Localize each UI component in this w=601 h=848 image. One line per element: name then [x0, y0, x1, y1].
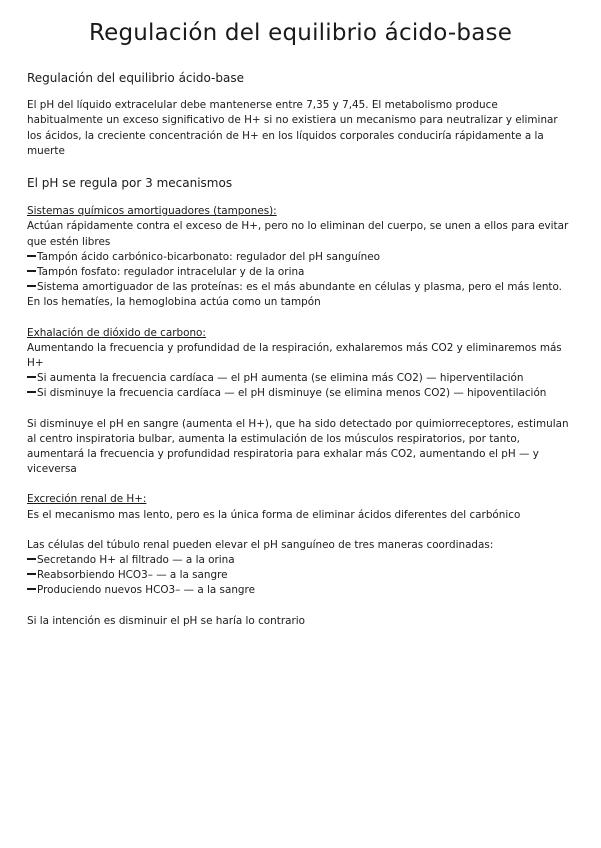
list-item	[27, 265, 575, 280]
list-item	[27, 280, 575, 295]
renal-section	[27, 492, 575, 628]
renal-item-1: Secretando H+ al filtrado — a la orina	[37, 554, 235, 567]
subtitle: Regulación del equilibrio ácido-base	[27, 71, 244, 85]
list-item	[27, 568, 575, 583]
buffers-item-3: Sistema amortiguador de las proteínas: es el más abundante en células y plasma, pero el más lento.	[37, 281, 562, 294]
dash-bullet-icon	[27, 270, 36, 272]
exhalation-text: Aumentando la frecuencia y profundidad de la respiración, exhalaremos más CO2 y eliminaremos más H+	[27, 341, 562, 370]
dash-bullet-icon	[27, 391, 36, 393]
renal-heading: Excreción renal de H+:	[27, 493, 147, 506]
renal-intro: Las células del túbulo renal pueden elevar el pH sanguíneo de tres maneras coordinadas:	[27, 538, 494, 551]
renal-closing: Si la intención es disminuir el pH se haría lo contrario	[27, 614, 305, 627]
exhalation-paragraph: Si disminuye el pH en sangre (aumenta el H+), que ha sido detectado por quimiorreceptores, estimulan al centro inspiratoria bulbar, aumenta la estimulación de los músculos respiratorios, por tanto, aumentará la frecuencia y profundidad respiratoria para exhalar más CO2, aumentando el pH — y viceversa	[27, 417, 569, 476]
dash-bullet-icon	[27, 558, 36, 560]
renal-item-2: Reabsorbiendo HCO3– — a la sangre	[37, 569, 228, 582]
dash-bullet-icon	[27, 376, 36, 378]
renal-item-3: Produciendo nuevos HCO3– — a la sangre	[37, 584, 255, 597]
buffers-item-1: Tampón ácido carbónico-bicarbonato: regulador del pH sanguíneo	[37, 250, 381, 263]
buffers-item-2: Tampón fosfato: regulador intracelular y de la orina	[37, 266, 305, 279]
document-title: Regulación del equilibrio ácido-base	[88, 20, 513, 46]
dash-bullet-icon	[27, 588, 36, 590]
buffers-section	[27, 204, 575, 310]
exhalation-item-1: Si aumenta la frecuencia cardíaca — el pH aumenta (se elimina más CO2) — hiperventilación	[37, 372, 524, 385]
dash-bullet-icon	[27, 573, 36, 575]
dash-bullet-icon	[27, 285, 36, 287]
mechanisms-heading: El pH se regula por 3 mecanismos	[27, 176, 233, 191]
list-item	[27, 553, 575, 568]
buffers-heading: Sistemas químicos amortiguadores (tampones):	[27, 205, 277, 218]
document-body	[27, 71, 575, 629]
exhalation-heading: Exhalación de dióxido de carbono:	[27, 326, 206, 339]
list-item	[27, 250, 575, 265]
list-item	[27, 386, 575, 401]
intro-paragraph: El pH del líquido extracelular debe mantenerse entre 7,35 y 7,45. El metabolismo produce habitualmente un exceso significativo de H+ si no existiera un mecanismo para neutralizar y eliminar los ácidos, la creciente concentración de H+ en los líquidos corporales conduciría rápidamente a la muerte	[27, 99, 558, 157]
exhalation-section	[27, 326, 575, 478]
dash-bullet-icon	[27, 255, 36, 257]
list-item	[27, 371, 575, 386]
list-item	[27, 583, 575, 598]
renal-text: Es el mecanismo mas lento, pero es la única forma de eliminar ácidos diferentes del carbónico	[27, 508, 521, 521]
exhalation-item-2: Si disminuye la frecuencia cardíaca — el pH disminuye (se elimina menos CO2) — hipoventilación	[37, 387, 547, 400]
buffers-text: Actúan rápidamente contra el exceso de H+, pero no lo eliminan del cuerpo, se unen a ellos para evitar que estén libres	[27, 220, 569, 248]
buffers-note: En los hematíes, la hemoglobina actúa como un tampón	[27, 296, 321, 309]
